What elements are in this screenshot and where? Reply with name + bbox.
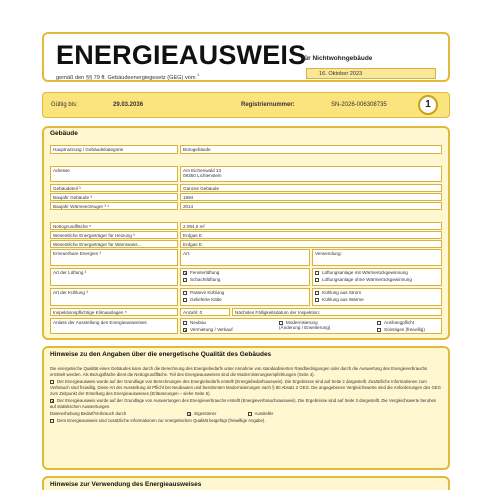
list-item[interactable]: Passive Kühlung xyxy=(183,290,307,295)
hints-intro: Die energetische Qualität eines Gebäudes kann durch die Berechnung des Energiebedarfs unter Annahme von standardisierten Randbedingungen oder durch die Auswertung des Energieverbrauchs ermittelt werden. Als Bezugsfläche dient die Nettogrundfläche. Teil des Energieausweises sind die Modernisierungsempfehlungen (Seite 4). xyxy=(50,366,428,377)
checkbox-icon xyxy=(183,291,187,295)
row-value: Bürogebäude xyxy=(180,145,442,154)
row-label: Wesentliche Energieträger für Heizung ³ xyxy=(50,231,178,239)
row-value: Anzahl: 0 xyxy=(180,308,230,316)
usage-hints-section xyxy=(42,476,450,490)
list-item[interactable]: Modernisierung (Änderung / Erweiterung) xyxy=(279,320,331,330)
hints-title: Hinweise zu den Angaben über die energetische Qualität des Gebäudes xyxy=(50,351,272,358)
ventilation-options-b xyxy=(312,268,442,286)
row-label: Baujahr Wärmeerzeuger ³ ⁴ xyxy=(50,202,178,210)
table-row xyxy=(50,145,442,154)
ventilation-options-a xyxy=(180,268,310,286)
row-label: Nettogrundfläche ⁵ xyxy=(50,222,178,230)
row-label: Wesentliche Energieträger für Warmwass... xyxy=(50,240,178,248)
header-box xyxy=(42,32,450,82)
row-label: Art der Lüftung ³ xyxy=(50,268,178,286)
list-item[interactable]: Neubau xyxy=(183,320,206,325)
row-label: Gebäudeteil ³ xyxy=(50,184,178,192)
building-section xyxy=(42,126,450,340)
list-item[interactable]: ✕ Vermietung / Verkauf xyxy=(184,327,233,333)
list-item[interactable]: Dem Energieausweis sind zusätzliche Informationen zur energetischen Qualität beigefügt (freiwillige Angabe). xyxy=(50,418,442,424)
row-label: Adresse xyxy=(50,166,178,182)
checkbox-icon xyxy=(315,291,319,295)
checkbox-icon xyxy=(248,412,252,416)
hints-section xyxy=(42,346,450,470)
table-row xyxy=(50,193,442,201)
table-row xyxy=(50,231,442,239)
table-row xyxy=(50,202,442,210)
cooling-options-b xyxy=(312,288,442,306)
row-label: Anlass der Ausstellung des Energieausweises xyxy=(50,318,178,334)
hints-text xyxy=(50,366,442,426)
checkbox-checked-icon: ✕ xyxy=(51,398,55,404)
list-item[interactable]: Aushangpflicht xyxy=(377,320,414,325)
list-item[interactable]: ✕ Eigentümer xyxy=(188,411,217,417)
row-label: Hauptnutzung / Gebäudekategorie xyxy=(50,145,178,154)
inspection-row xyxy=(50,308,442,316)
row-value: Nächstes Fälligkeitsdatum der Inspektion: xyxy=(232,308,442,316)
row-value: Verwendung: xyxy=(312,249,442,266)
list-item[interactable]: Aussteller xyxy=(248,411,274,416)
law-reference: gemäß den §§ 79 ff. Gebäudeenergiegesetz (GEG) vom $^1$ xyxy=(56,72,200,81)
row-value: Erdgas E xyxy=(180,231,442,239)
table-row xyxy=(50,240,442,248)
table-row xyxy=(50,222,442,230)
list-item[interactable]: Der Energieausweis wurde auf der Grundlage von Berechnungen des Energiebedarfs erstellt (Energiebedarfsausweis). Die Ergebnisse sind auf Seite 2 dargestellt. Zusätzliche Informationen zum Verbrauch sind freiwillig. Diese Art der Ausstellung ist Pflicht bei Neubauten und bestimmten Modernisierungen nach § 80 Absatz 2 GEG. Die angegebenen Vergleichswerte sind die Anforderungen des GEG zum Zeitpunkt der Erstellung des Energieausweises (Erläuterungen – siehe Seite 5). xyxy=(50,379,442,396)
row-value: Am Eichenwald 13 09350 Lichtenstein xyxy=(180,166,442,182)
row-value: Art: xyxy=(180,249,310,266)
checkbox-icon xyxy=(50,380,54,384)
document-subtitle: für Nichtwohngebäude xyxy=(302,55,373,62)
checkbox-icon xyxy=(183,278,187,282)
table-row xyxy=(50,166,442,182)
list-item[interactable]: Schachtlüftung xyxy=(183,277,307,282)
checkbox-icon xyxy=(377,328,381,332)
valid-label: Gültig bis: xyxy=(51,102,78,108)
valid-value: 29.03.2036 xyxy=(113,102,144,108)
list-item[interactable]: Lüftungsanlage ohne Wärmerückgewinnung xyxy=(315,277,439,282)
checkbox-icon xyxy=(50,419,54,423)
row-label: Baujahr Gebäude ³ xyxy=(50,193,178,201)
row-value: Erdgas E xyxy=(180,240,442,248)
building-title: Gebäude xyxy=(50,130,78,137)
row-value: Ganzes Gebäude xyxy=(180,184,442,192)
checkbox-icon xyxy=(183,321,187,325)
list-item[interactable]: ✕ Fensterlüftung xyxy=(184,270,220,276)
meta-bar xyxy=(42,92,450,118)
owner-row: Datenerhebung Bedarf/Verbrauch durch ✕ Eigentümer Aussteller xyxy=(50,411,274,417)
checkbox-icon xyxy=(315,278,319,282)
list-item[interactable]: Gelieferte Kälte xyxy=(183,297,307,302)
checkbox-checked-icon: ✕ xyxy=(188,411,192,417)
document-title: ENERGIEAUSWEIS xyxy=(56,40,307,70)
checkbox-checked-icon: ✕ xyxy=(184,327,188,333)
list-item[interactable]: Kühlung aus Strom xyxy=(315,290,439,295)
cooling-row xyxy=(50,288,442,306)
registration-label: Registriernummer: xyxy=(241,102,295,108)
usage-hints-title: Hinweise zur Verwendung des Energieausweises xyxy=(50,481,202,488)
checkbox-icon xyxy=(315,271,319,275)
list-item[interactable]: Kühlung aus Wärme xyxy=(315,297,439,302)
page-number-badge: 1 xyxy=(418,95,438,115)
row-value: 1994 xyxy=(180,193,442,201)
checkbox-checked-icon: ✕ xyxy=(184,270,188,276)
row-label: Art der Kühlung ³ xyxy=(50,288,178,306)
occasion-row xyxy=(50,318,442,334)
table-row xyxy=(50,249,442,266)
occasion-options xyxy=(180,318,442,334)
row-label: Inspektionspflichtige Klimaanlagen ⁵ xyxy=(50,308,178,316)
table-row xyxy=(50,184,442,192)
row-value: 2014 xyxy=(180,202,442,210)
checkbox-icon xyxy=(183,298,187,302)
list-item[interactable]: Sonstiges (freiwillig) xyxy=(377,327,425,332)
checkbox-icon xyxy=(377,321,381,325)
cooling-options-a xyxy=(180,288,310,306)
checkbox-icon xyxy=(315,298,319,302)
list-item[interactable]: ✕ Der Energieausweis wurde auf der Grundlage von Auswertungen des Energieverbrauchs erstellt (Energieverbrauchsausweis). Die Ergebnisse sind auf Seite 3 dargestellt. Die Vergleichswerte beruhen auf statistischen Auswertungen. xyxy=(50,397,437,409)
list-item[interactable]: Lüftungsanlage mit Wärmerückgewinnung xyxy=(315,270,439,275)
row-label: Erneuerbare Energien ³ xyxy=(50,249,178,266)
ventilation-row xyxy=(50,268,442,286)
law-date: 16. Oktober 2023 xyxy=(306,68,436,79)
row-value: 2.094,0 m² xyxy=(180,222,442,230)
registration-value: SN-2026-006308735 xyxy=(331,102,387,108)
